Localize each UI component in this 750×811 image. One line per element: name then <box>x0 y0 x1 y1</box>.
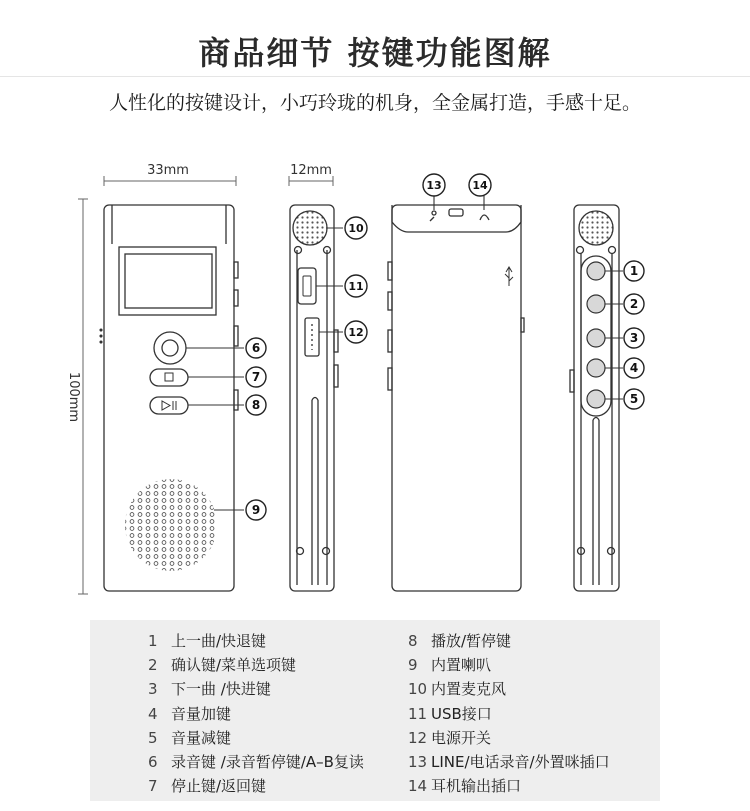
callout-12: 12 <box>348 326 364 339</box>
legend-item <box>408 750 610 774</box>
legend-number: 9 <box>408 656 418 675</box>
microphone-grille-side <box>579 211 613 245</box>
legend-number: 1 <box>148 632 158 650</box>
legend-label: 播放/暂停键 <box>431 632 512 650</box>
legend-number: 4 <box>148 704 158 723</box>
legend-number: 13 <box>408 752 428 771</box>
dimension-depth-label: 12mm <box>290 163 332 178</box>
callout-14: 14 <box>472 179 488 192</box>
callout-5: 5 <box>629 392 639 406</box>
device-diagram <box>0 150 750 610</box>
speaker-grille <box>124 478 218 572</box>
legend-number: 10 <box>408 680 428 699</box>
legend-number: 11 <box>408 704 428 723</box>
page-subtitle: 人性化的按键设计，小巧玲珑的机身，全金属打造，手感十足。 <box>108 92 641 114</box>
callout-13: 13 <box>426 179 442 192</box>
legend-item <box>148 774 364 798</box>
side-view <box>290 205 338 591</box>
legend-number: 7 <box>148 777 158 796</box>
legend-number: 12 <box>408 728 428 747</box>
legend-number: 5 <box>148 728 158 747</box>
legend-item <box>408 653 610 677</box>
legend-label: USB接口 <box>431 704 492 723</box>
dimension-width-label: 33mm <box>147 163 189 178</box>
legend-label: 停止键/返回键 <box>171 777 267 796</box>
callout-10: 10 <box>348 222 364 235</box>
legend-item <box>408 774 610 798</box>
legend-item <box>408 726 610 750</box>
callout-2: 2 <box>629 297 639 311</box>
legend-label: 音量加键 <box>171 704 232 723</box>
legend-label: 确认键/菜单选项键 <box>171 656 297 675</box>
legend-item <box>148 677 364 701</box>
callout-6: 6 <box>251 341 261 355</box>
legend-column-left <box>148 629 364 798</box>
legend-number: 2 <box>148 656 158 675</box>
legend-item <box>408 702 610 726</box>
legend-item <box>408 629 610 653</box>
legend-panel <box>90 620 660 801</box>
legend-number: 6 <box>148 752 158 771</box>
callout-4: 4 <box>629 361 639 375</box>
legend-item <box>148 750 364 774</box>
back-view <box>388 205 524 591</box>
legend-label: 内置麦克风 <box>431 680 507 699</box>
legend-item <box>148 726 364 750</box>
legend-item <box>408 677 610 701</box>
callout-8: 8 <box>251 398 261 412</box>
legend-number: 14 <box>408 777 428 796</box>
legend-label: 电源开关 <box>431 728 492 747</box>
callout-9: 9 <box>251 503 261 517</box>
side-buttons <box>587 262 605 408</box>
legend-item <box>148 653 364 677</box>
legend-label: LINE/电话录音/外置咪插口 <box>431 752 610 771</box>
legend-label: 下一曲 /快进键 <box>171 680 271 699</box>
callout-7: 7 <box>251 370 261 384</box>
legend-label: 上一曲/快退键 <box>171 632 267 650</box>
title-divider <box>0 76 750 77</box>
legend-column-right <box>408 629 610 798</box>
page-title: 商品细节 按键功能图解 <box>198 34 552 72</box>
callout-1: 1 <box>629 264 639 278</box>
legend-label: 音量减键 <box>171 728 232 747</box>
callout-11: 11 <box>348 280 364 293</box>
dimension-height-label: 100mm <box>66 371 81 423</box>
legend-label: 耳机输出插口 <box>431 777 522 796</box>
legend-item <box>148 629 364 653</box>
legend-label: 内置喇叭 <box>431 656 492 675</box>
legend-number: 8 <box>408 632 418 650</box>
legend-label: 录音键 /录音暂停键/A–B复读 <box>171 752 364 771</box>
microphone-grille <box>293 211 327 245</box>
legend-number: 3 <box>148 680 158 699</box>
callout-3: 3 <box>629 331 639 345</box>
legend-item <box>148 702 364 726</box>
